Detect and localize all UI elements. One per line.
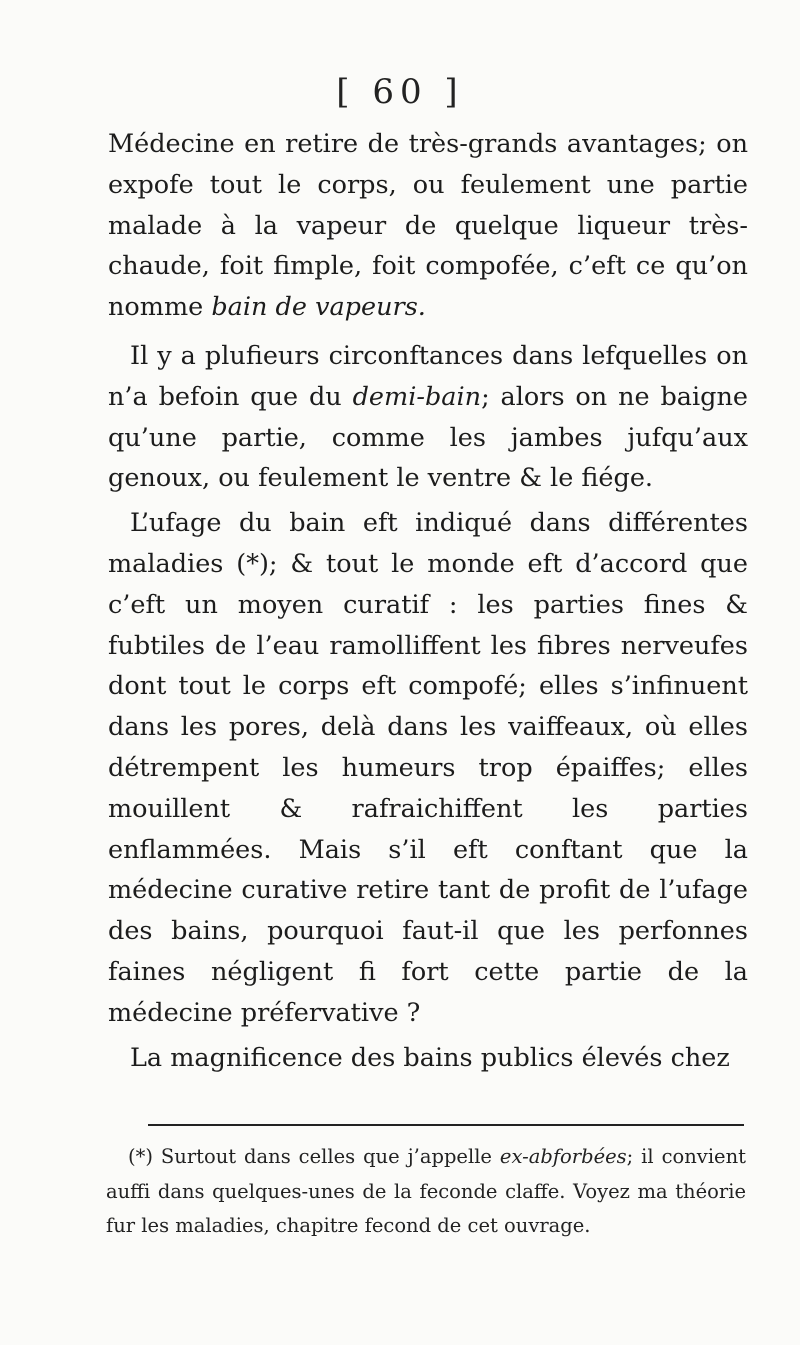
paragraph-1-text: Médecine en retire de très-grands avantages; on expofe tout le corps, ou feulement une partie malade à la vapeur de quelque liqueur très-chaude, foit fimple, foit compofée, c’eft ce qu’on nomme: [108, 129, 748, 323]
paragraph-2-italic: demi-bain: [352, 381, 482, 412]
paragraph-3: L’ufage du bain eft indiqué dans différentes maladies (*); & tout le monde eft d’accord que c’eft un moyen curatif : les parties fines & fubtiles de l’eau ramolliffent les fibres nerveufes dont tout le corps eft compofé; elles s’infinuent dans les pores, delà dans les vaiffeaux, où elles détrempent les humeurs trop épaiffes; elles mouillent & rafraichiffent les parties enflammées. Mais s’il eft conftant que la médecine curative retire tant de profit de l’ufage des bains, pourquoi faut-il que les perfonnes faines négligent fi fort cette partie de la médecine préfervative ?: [108, 508, 748, 1028]
paragraph-1-italic: bain de vapeurs.: [211, 292, 426, 323]
page-number-header: [ 60 ]: [336, 72, 464, 112]
paragraph-4: La magnificence des bains publics élevés chez: [130, 1042, 730, 1073]
footnote-text: [106, 1140, 746, 1244]
main-text: [108, 124, 748, 1078]
footnote-italic: ex-abforbées: [499, 1145, 627, 1168]
paragraph-2: [108, 336, 748, 499]
paragraph-2-text: Il y a plufieurs circonftances dans lefquelles on n’a befoin que du: [108, 340, 748, 412]
footnote-lead: (*) Surtout dans celles que j’appelle: [128, 1145, 500, 1168]
footnote-tail: ; il convient auffi dans quelques-unes de la feconde claffe. Voyez ma théorie fur les maladies, chapitre fecond de cet ouvrage.: [106, 1145, 746, 1238]
footnote-divider: [148, 1124, 744, 1126]
footnote: [106, 1140, 746, 1244]
paragraph-1: [108, 124, 748, 328]
paragraph-2-tail: ; alors on ne baigne qu’une partie, comme les jambes jufqu’aux genoux, ou feulement le ventre & le fiége.: [108, 381, 748, 494]
